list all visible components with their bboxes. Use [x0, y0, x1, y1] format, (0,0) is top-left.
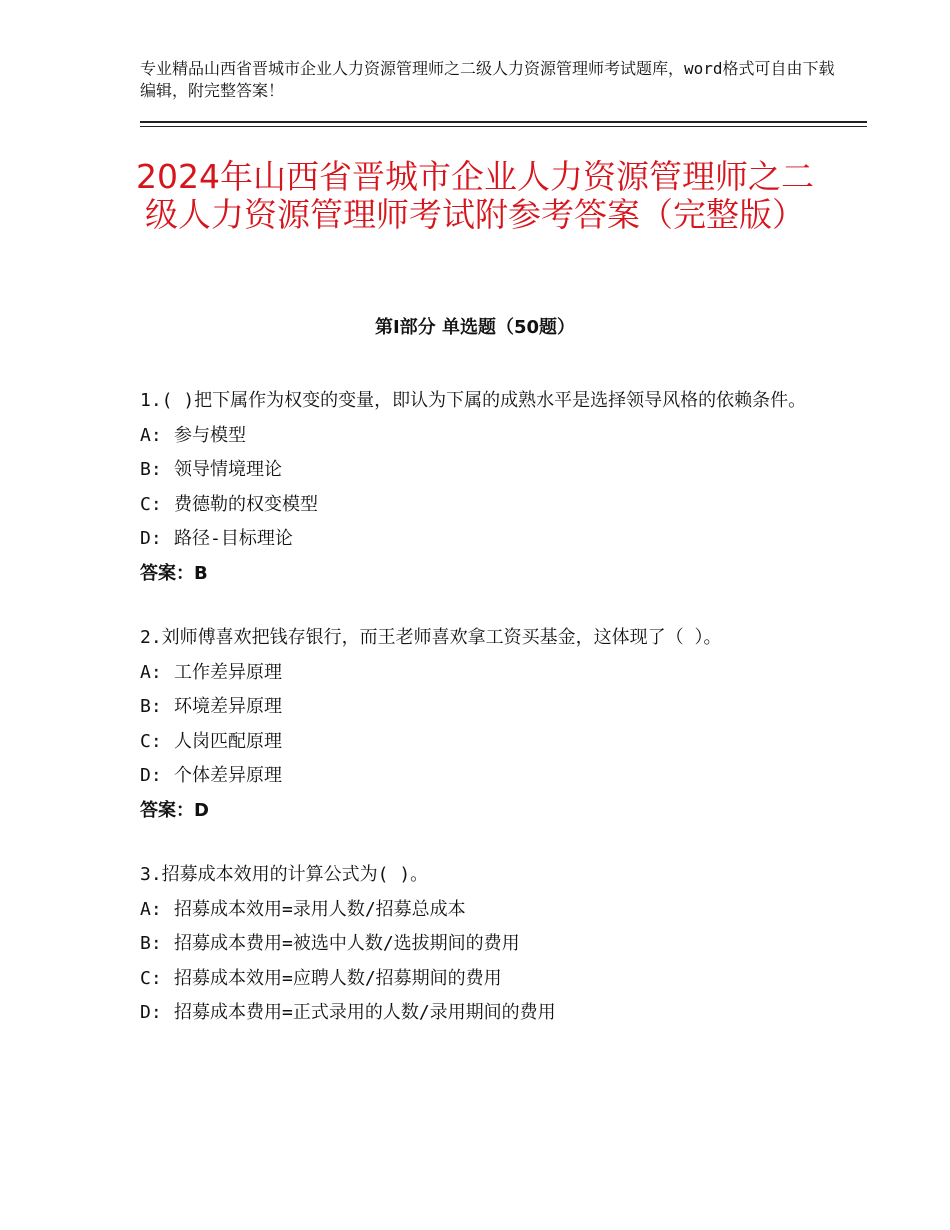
- option-c: [140, 725, 820, 760]
- option-a: [140, 419, 820, 454]
- option-letter: D:: [140, 765, 162, 786]
- question-stem: 1.( )把下属作为权变的变量，即认为下属的成熟水平是选择领导风格的依赖条件。: [140, 390, 807, 411]
- answer-line: 答案：B: [140, 562, 208, 584]
- option-text: 工作差异原理: [174, 661, 282, 683]
- question-stem: 2.刘师傅喜欢把钱存银行，而王老师喜欢拿工资买基金，这体现了（ ）。: [140, 627, 722, 648]
- option-text: 招募成本费用=正式录用的人数/录用期间的费用: [174, 1002, 556, 1023]
- header-note: 专业精品山西省晋城市企业人力资源管理师之二级人力资源管理师考试题库，word格式可自由下载编辑，附完整答案！: [140, 59, 835, 100]
- option-letter: C:: [140, 967, 162, 989]
- option-text: 路径-目标理论: [174, 528, 293, 549]
- option-b: [140, 690, 820, 725]
- option-text: 费德勒的权变模型: [174, 493, 318, 515]
- option-letter: B:: [140, 933, 162, 954]
- question-1: [140, 384, 820, 591]
- option-letter: A:: [140, 898, 162, 920]
- option-text: 招募成本效用=录用人数/招募总成本: [174, 898, 466, 920]
- option-text: 环境差异原理: [174, 696, 282, 717]
- question-stem: 3.招募成本效用的计算公式为( )。: [140, 864, 429, 885]
- option-letter: B:: [140, 459, 162, 480]
- option-text: 领导情境理论: [174, 459, 282, 480]
- option-text: 人岗匹配原理: [174, 730, 282, 752]
- option-b: [140, 453, 820, 488]
- header-divider-thick: [140, 121, 867, 123]
- option-letter: C:: [140, 730, 162, 752]
- option-letter: A:: [140, 424, 162, 446]
- header-divider-thin: [140, 126, 867, 127]
- option-d: [140, 522, 820, 557]
- option-text: 招募成本效用=应聘人数/招募期间的费用: [174, 967, 502, 989]
- option-c: [140, 488, 820, 523]
- option-letter: D:: [140, 1002, 162, 1023]
- option-d: [140, 996, 820, 1031]
- option-a: [140, 656, 820, 691]
- option-b: [140, 927, 820, 962]
- option-letter: A:: [140, 661, 162, 683]
- option-c: [140, 962, 820, 997]
- option-d: [140, 759, 820, 794]
- question-list: [140, 384, 820, 1061]
- option-a: [140, 893, 820, 928]
- option-letter: D:: [140, 528, 162, 549]
- question-3: [140, 858, 820, 1031]
- option-text: 招募成本费用=被选中人数/选拔期间的费用: [174, 933, 520, 954]
- section-title: 第Ⅰ部分 单选题（50题）: [374, 317, 575, 338]
- question-2: [140, 621, 820, 828]
- option-text: 参与模型: [174, 424, 246, 446]
- answer-line: 答案：D: [140, 799, 209, 821]
- option-letter: C:: [140, 493, 162, 515]
- option-text: 个体差异原理: [174, 765, 282, 786]
- option-letter: B:: [140, 696, 162, 717]
- document-title: 2024年山西省晋城市企业人力资源管理师之二级人力资源管理师考试附参考答案（完整版）: [136, 157, 814, 234]
